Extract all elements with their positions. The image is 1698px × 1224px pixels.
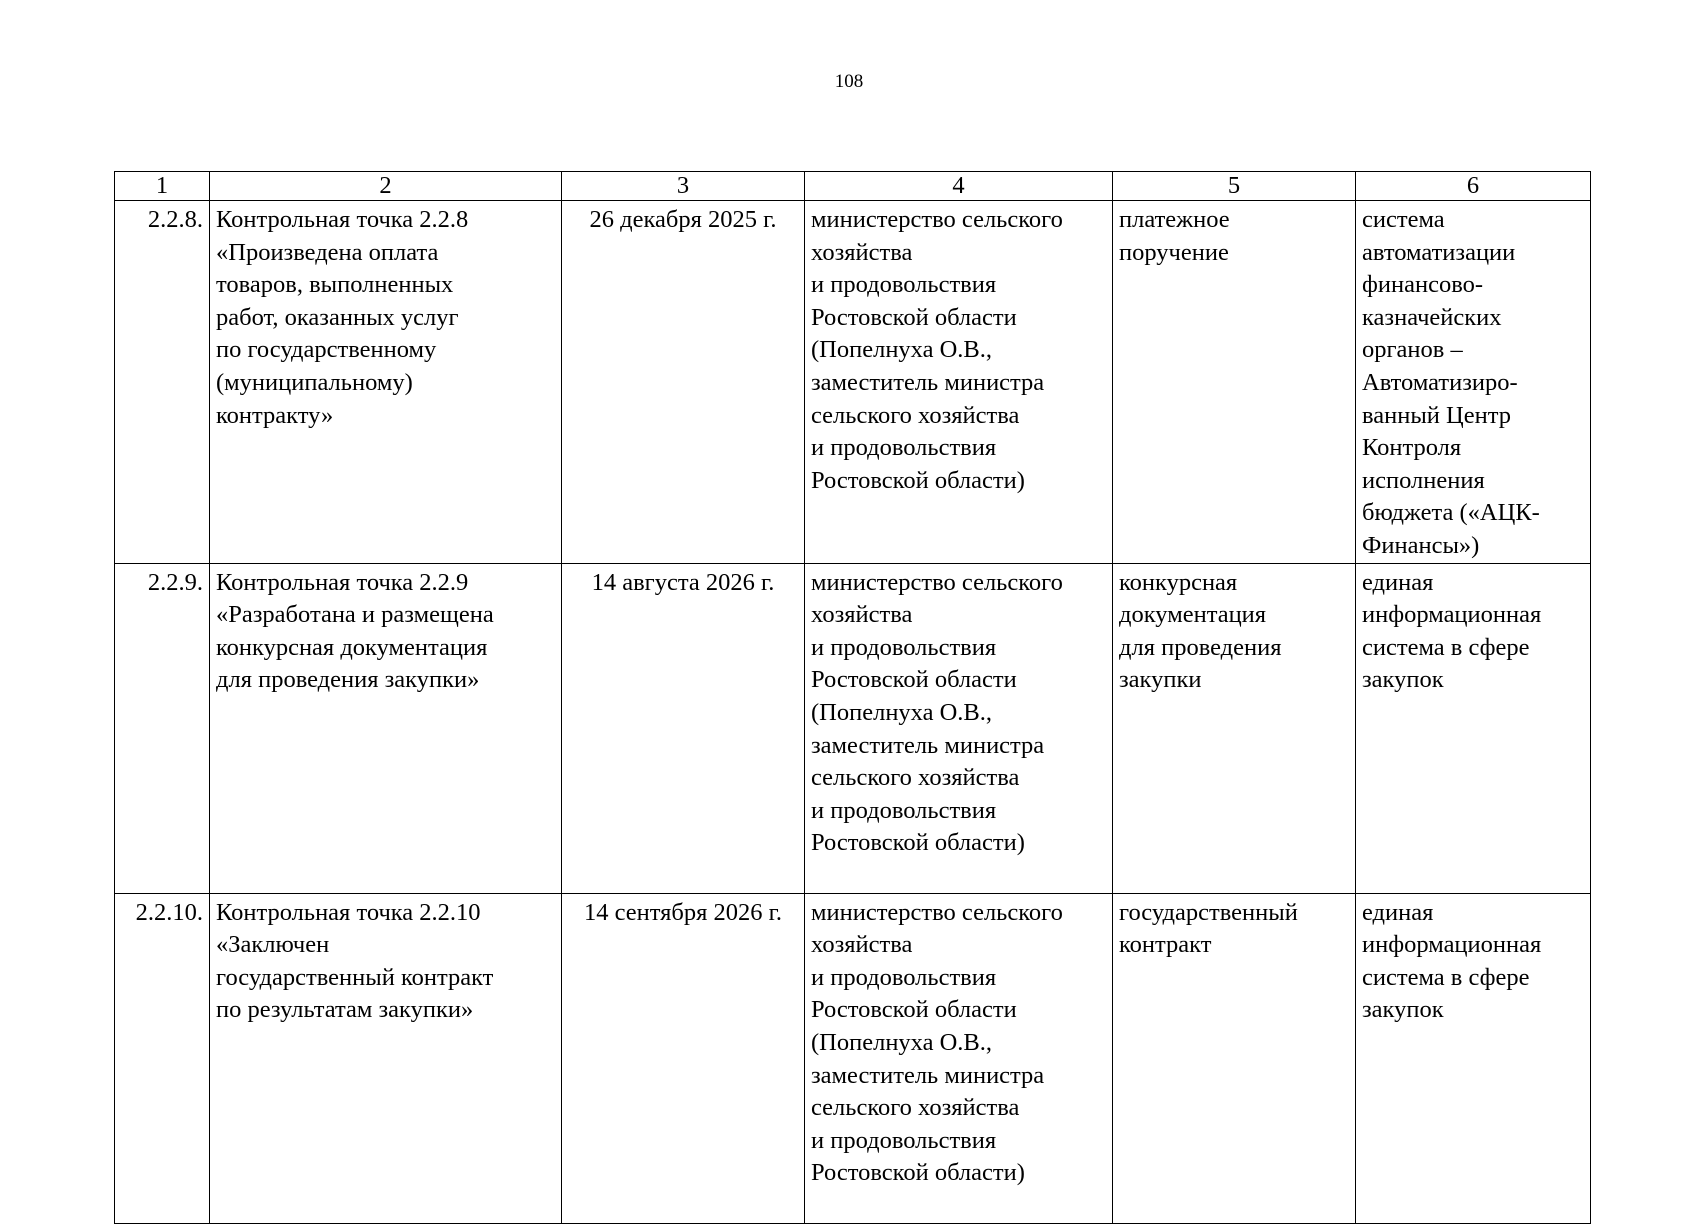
cell-text-line: ванный Центр (1362, 401, 1511, 429)
cell-text-line: хозяйства (811, 931, 913, 959)
information-system-cell (1356, 893, 1591, 1223)
cell-text-line: Контроля (1362, 434, 1462, 462)
cell-text-line: для проведения закупки» (216, 666, 480, 694)
cell-text-line: Ростовской области (811, 996, 1017, 1024)
cell-text-line: закупки (1119, 666, 1202, 694)
cell-text-line: Ростовской области) (811, 829, 1025, 857)
information-system-cell (1356, 563, 1591, 893)
cell-text-line: контракту» (216, 401, 334, 429)
cell-text-line: конкурсная документация (216, 633, 488, 661)
responsible-cell (805, 563, 1113, 893)
cell-text-line: государственный (1119, 898, 1298, 926)
cell-text-line: Автоматизиро- (1362, 368, 1518, 396)
cell-text-line: заместитель министра (811, 1061, 1045, 1089)
event-cell (210, 563, 562, 893)
cell-text-line: органов – (1362, 336, 1463, 364)
column-header-6: 6 (1356, 172, 1591, 201)
cell-text-line: казначейских (1362, 303, 1502, 331)
cell-text-line: (Попелнуха О.В., (811, 1028, 993, 1056)
cell-text-line: заместитель министра (811, 368, 1045, 396)
event-cell (210, 893, 562, 1223)
cell-text-line: сельского хозяйства (811, 764, 1020, 792)
responsible-cell (805, 893, 1113, 1223)
cell-text-line: единая (1362, 568, 1434, 596)
information-system-cell (1356, 201, 1591, 564)
table-row (115, 201, 1591, 564)
cell-text-line: Контрольная точка 2.2.9 (216, 568, 469, 596)
cell-text-line: информационная (1362, 601, 1542, 629)
document-type-cell (1113, 563, 1356, 893)
cell-text-line: поручение (1119, 238, 1229, 266)
cell-text-line: Ростовской области (811, 666, 1017, 694)
cell-text-line: хозяйства (811, 601, 913, 629)
control-points-table (114, 171, 1591, 1224)
cell-text-line: (Попелнуха О.В., (811, 336, 993, 364)
cell-text-line: заместитель министра (811, 731, 1045, 759)
cell-text-line: Контрольная точка 2.2.8 (216, 206, 469, 233)
date-cell: 26 декабря 2025 г. (562, 201, 805, 564)
cell-text-line: Ростовской области (811, 303, 1017, 331)
cell-text-line: контракт (1119, 931, 1212, 959)
cell-text-line: автоматизации (1362, 238, 1516, 266)
cell-text-line: бюджета («АЦК- (1362, 499, 1540, 527)
cell-text-line: закупок (1362, 996, 1444, 1024)
column-header-1: 1 (115, 172, 210, 201)
cell-text-line: государственный контракт (216, 963, 494, 991)
column-header-4: 4 (805, 172, 1113, 201)
cell-text-line: информационная (1362, 931, 1542, 959)
cell-text-line: для проведения (1119, 633, 1282, 661)
responsible-cell (805, 201, 1113, 564)
cell-text-line: (муниципальному) (216, 368, 413, 396)
cell-text-line: работ, оказанных услуг (216, 303, 459, 331)
cell-text-line: конкурсная (1119, 568, 1238, 596)
cell-text-line: товаров, выполненных (216, 271, 454, 299)
date-cell: 14 сентября 2026 г. (562, 893, 805, 1223)
cell-text-line: исполнения (1362, 466, 1485, 494)
cell-text-line: и продовольствия (811, 963, 997, 991)
table-body (115, 201, 1591, 1224)
cell-text-line: единая (1362, 898, 1434, 926)
column-number-row (115, 172, 1591, 201)
cell-text-line: министерство сельского (811, 568, 1063, 596)
cell-text-line: по государственному (216, 336, 437, 364)
cell-text-line: и продовольствия (811, 796, 997, 824)
page-number: 108 (834, 71, 864, 92)
column-header-3: 3 (562, 172, 805, 201)
document-type-cell (1113, 201, 1356, 564)
table-row (115, 563, 1591, 893)
document-type-cell (1113, 893, 1356, 1223)
column-header-2: 2 (210, 172, 562, 201)
cell-text-line: сельского хозяйства (811, 1094, 1020, 1122)
cell-text-line: и продовольствия (811, 271, 997, 299)
cell-text-line: министерство сельского (811, 898, 1063, 926)
cell-text-line: и продовольствия (811, 434, 997, 462)
cell-text-line: и продовольствия (811, 633, 997, 661)
cell-text-line: Ростовской области) (811, 1159, 1025, 1187)
cell-text-line: «Разработана и размещена (216, 601, 494, 629)
cell-text-line: документация (1119, 601, 1267, 629)
cell-text-line: закупок (1362, 666, 1444, 694)
cell-text-line: хозяйства (811, 238, 913, 266)
cell-text-line: Ростовской области) (811, 466, 1025, 494)
cell-text-line: Финансы») (1362, 531, 1480, 559)
cell-text-line: министерство сельского (811, 206, 1063, 233)
cell-text-line: финансово- (1362, 271, 1484, 299)
cell-text-line: система в сфере (1362, 963, 1530, 991)
event-cell (210, 201, 562, 564)
cell-text-line: (Попелнуха О.В., (811, 698, 993, 726)
table-row (115, 893, 1591, 1223)
cell-text-line: Контрольная точка 2.2.10 (216, 898, 481, 926)
cell-text-line: система (1362, 206, 1445, 233)
date-cell: 14 августа 2026 г. (562, 563, 805, 893)
row-number-cell: 2.2.10. (115, 893, 210, 1223)
row-number-cell: 2.2.8. (115, 201, 210, 564)
cell-text-line: сельского хозяйства (811, 401, 1020, 429)
column-header-5: 5 (1113, 172, 1356, 201)
row-number-cell: 2.2.9. (115, 563, 210, 893)
cell-text-line: по результатам закупки» (216, 996, 474, 1024)
cell-text-line: «Заключен (216, 931, 330, 959)
cell-text-line: платежное (1119, 206, 1230, 233)
cell-text-line: и продовольствия (811, 1126, 997, 1154)
cell-text-line: «Произведена оплата (216, 238, 439, 266)
cell-text-line: система в сфере (1362, 633, 1530, 661)
